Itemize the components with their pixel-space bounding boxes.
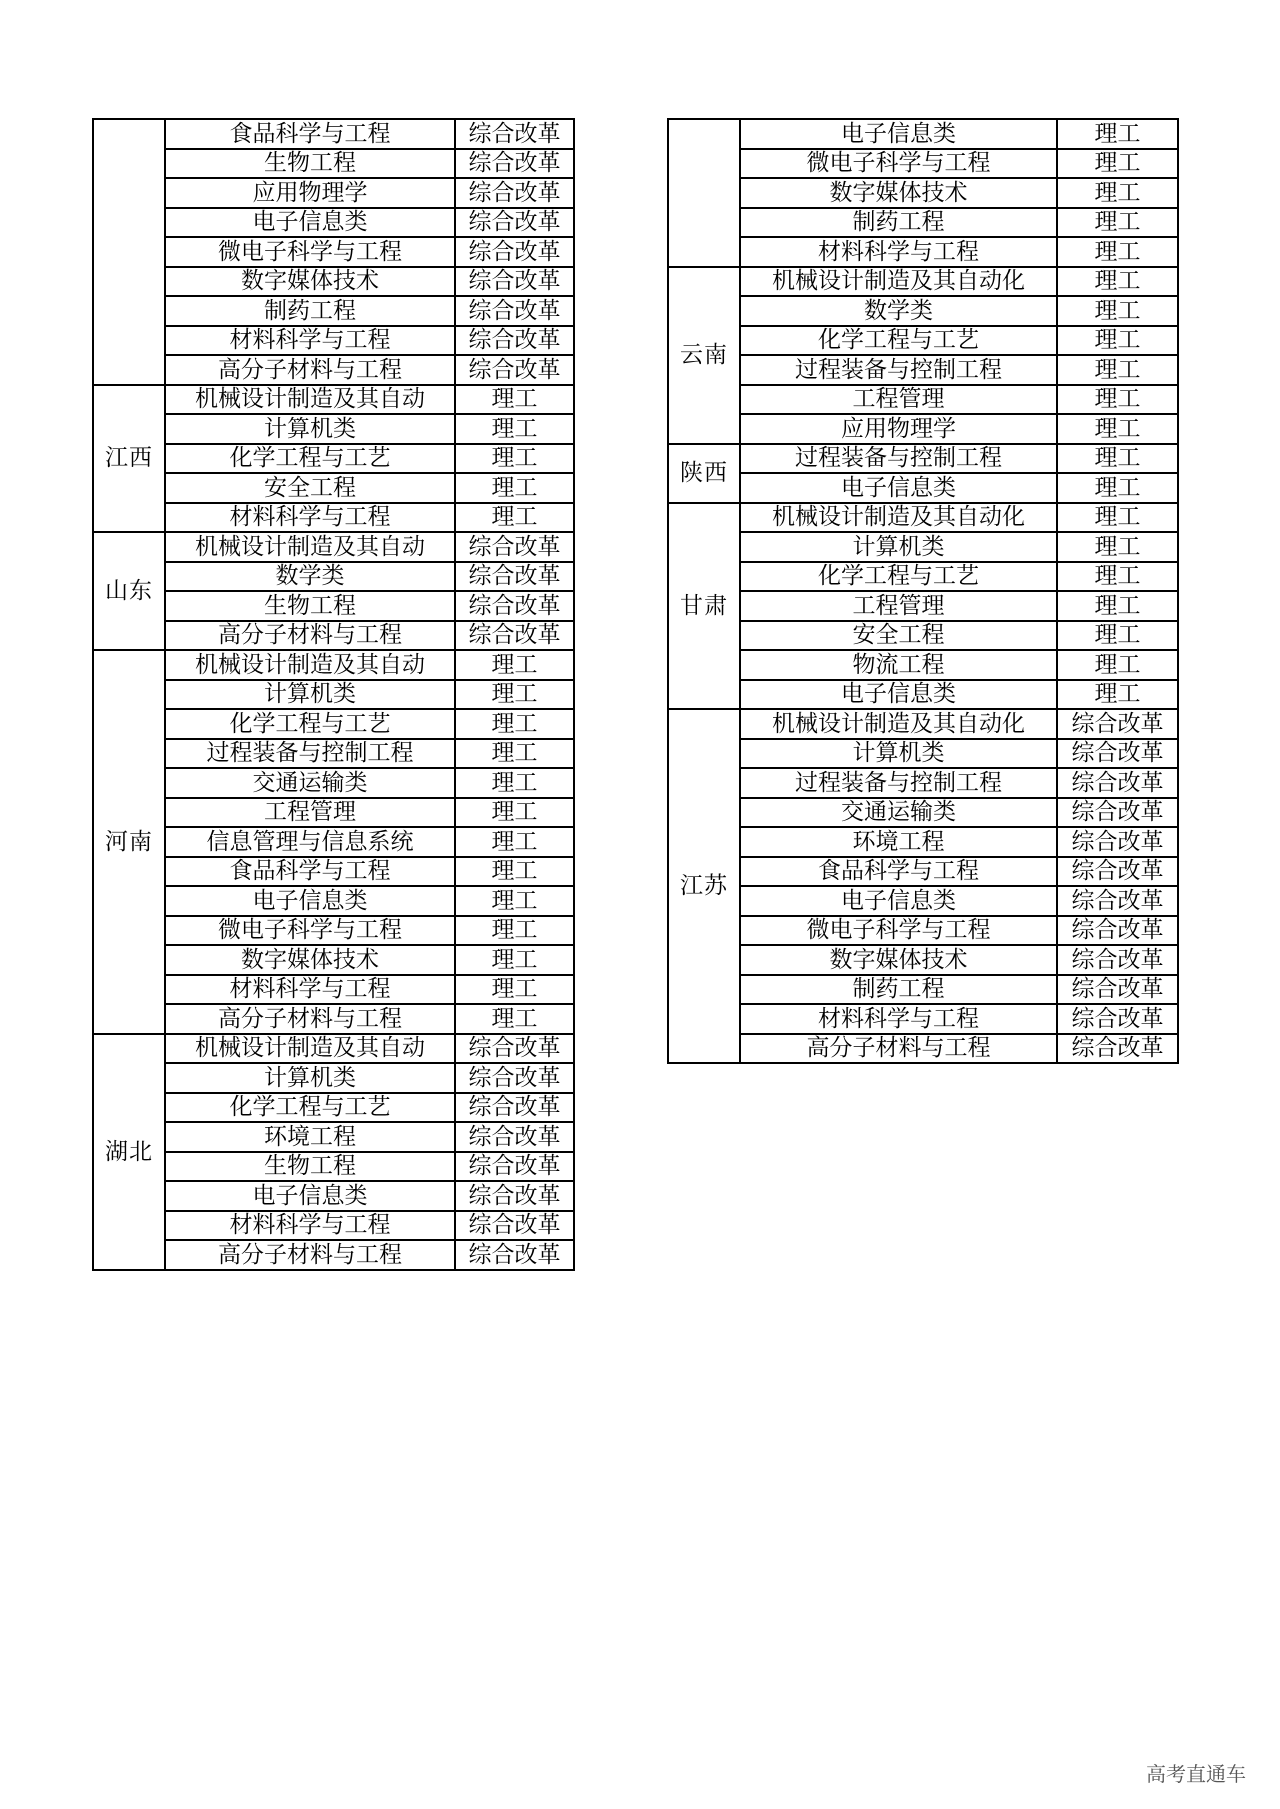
type-cell: 理工 — [1057, 326, 1178, 356]
major-cell: 机械设计制造及其自动 — [165, 532, 455, 562]
type-cell: 理工 — [1057, 650, 1178, 680]
type-cell: 理工 — [455, 739, 574, 769]
table-row — [93, 532, 574, 562]
type-cell: 理工 — [1057, 149, 1178, 179]
major-cell: 食品科学与工程 — [165, 119, 455, 149]
type-cell: 综合改革 — [455, 355, 574, 385]
table-row — [668, 857, 1178, 887]
province-cell — [93, 119, 165, 385]
province-cell: 甘肃 — [668, 503, 740, 710]
table-row — [668, 473, 1178, 503]
table-row — [668, 562, 1178, 592]
type-cell: 综合改革 — [1057, 768, 1178, 798]
major-cell: 数字媒体技术 — [740, 945, 1057, 975]
type-cell: 综合改革 — [1057, 798, 1178, 828]
type-cell: 理工 — [455, 444, 574, 474]
major-cell: 食品科学与工程 — [165, 857, 455, 887]
table-row — [93, 208, 574, 238]
table-row — [668, 1034, 1178, 1064]
type-cell: 综合改革 — [455, 1034, 574, 1064]
type-cell: 综合改革 — [455, 119, 574, 149]
major-cell: 电子信息类 — [165, 1181, 455, 1211]
major-cell: 微电子科学与工程 — [740, 916, 1057, 946]
major-cell: 物流工程 — [740, 650, 1057, 680]
major-cell: 高分子材料与工程 — [165, 355, 455, 385]
type-cell: 理工 — [1057, 562, 1178, 592]
type-cell: 理工 — [1057, 680, 1178, 710]
type-cell: 理工 — [1057, 178, 1178, 208]
province-cell: 湖北 — [93, 1034, 165, 1270]
major-cell: 化学工程与工艺 — [165, 709, 455, 739]
table-row — [668, 296, 1178, 326]
type-cell: 综合改革 — [455, 621, 574, 651]
major-cell: 交通运输类 — [165, 768, 455, 798]
type-cell: 综合改革 — [455, 178, 574, 208]
type-cell: 综合改革 — [1057, 1034, 1178, 1064]
table-row — [93, 119, 574, 149]
table-row — [93, 857, 574, 887]
major-cell: 工程管理 — [165, 798, 455, 828]
table-row — [93, 650, 574, 680]
type-cell: 综合改革 — [1057, 827, 1178, 857]
type-cell: 理工 — [455, 503, 574, 533]
table-row — [668, 119, 1178, 149]
major-cell: 数学类 — [740, 296, 1057, 326]
table-row — [668, 149, 1178, 179]
type-cell: 理工 — [1057, 355, 1178, 385]
major-cell: 机械设计制造及其自动 — [165, 650, 455, 680]
table-row — [93, 886, 574, 916]
type-cell: 理工 — [455, 768, 574, 798]
major-cell: 电子信息类 — [165, 886, 455, 916]
type-cell: 综合改革 — [455, 149, 574, 179]
major-cell: 材料科学与工程 — [165, 326, 455, 356]
type-cell: 理工 — [1057, 208, 1178, 238]
major-cell: 微电子科学与工程 — [165, 916, 455, 946]
type-cell: 综合改革 — [455, 326, 574, 356]
table-row — [668, 680, 1178, 710]
type-cell: 综合改革 — [455, 1240, 574, 1270]
province-cell — [668, 119, 740, 267]
major-cell: 高分子材料与工程 — [740, 1034, 1057, 1064]
major-cell: 应用物理学 — [165, 178, 455, 208]
table-row — [668, 827, 1178, 857]
major-cell: 高分子材料与工程 — [165, 621, 455, 651]
major-cell: 材料科学与工程 — [740, 1004, 1057, 1034]
type-cell: 综合改革 — [455, 591, 574, 621]
major-cell: 生物工程 — [165, 149, 455, 179]
major-cell: 安全工程 — [165, 473, 455, 503]
type-cell: 理工 — [455, 857, 574, 887]
table-row — [668, 621, 1178, 651]
left-major-table — [92, 118, 575, 1271]
table-row — [93, 178, 574, 208]
major-cell: 材料科学与工程 — [165, 975, 455, 1005]
type-cell: 综合改革 — [455, 267, 574, 297]
table-row — [93, 975, 574, 1005]
table-row — [93, 503, 574, 533]
table-row — [668, 237, 1178, 267]
table-row — [93, 1122, 574, 1152]
type-cell: 综合改革 — [455, 1211, 574, 1241]
table-row — [668, 208, 1178, 238]
table-row — [668, 1004, 1178, 1034]
type-cell: 理工 — [1057, 296, 1178, 326]
type-cell: 理工 — [1057, 119, 1178, 149]
type-cell: 理工 — [455, 916, 574, 946]
major-cell: 电子信息类 — [740, 680, 1057, 710]
type-cell: 综合改革 — [455, 532, 574, 562]
table-row — [668, 178, 1178, 208]
type-cell: 理工 — [1057, 621, 1178, 651]
province-cell: 江苏 — [668, 709, 740, 1063]
major-cell: 微电子科学与工程 — [165, 237, 455, 267]
major-cell: 电子信息类 — [740, 886, 1057, 916]
type-cell: 理工 — [455, 975, 574, 1005]
table-row — [93, 1152, 574, 1182]
major-cell: 化学工程与工艺 — [165, 1093, 455, 1123]
major-cell: 制药工程 — [165, 296, 455, 326]
right-major-table — [667, 118, 1179, 1064]
major-cell: 化学工程与工艺 — [165, 444, 455, 474]
major-cell: 制药工程 — [740, 208, 1057, 238]
major-cell: 制药工程 — [740, 975, 1057, 1005]
table-row — [668, 503, 1178, 533]
major-cell: 计算机类 — [740, 739, 1057, 769]
type-cell: 理工 — [1057, 444, 1178, 474]
table-row — [93, 1240, 574, 1270]
table-row — [668, 326, 1178, 356]
type-cell: 理工 — [1057, 385, 1178, 415]
type-cell: 综合改革 — [455, 1122, 574, 1152]
type-cell: 综合改革 — [455, 562, 574, 592]
table-row — [668, 768, 1178, 798]
major-cell: 微电子科学与工程 — [740, 149, 1057, 179]
table-row — [93, 267, 574, 297]
table-row — [93, 798, 574, 828]
type-cell: 综合改革 — [1057, 1004, 1178, 1034]
province-cell: 云南 — [668, 267, 740, 444]
table-row — [93, 385, 574, 415]
type-cell: 理工 — [1057, 591, 1178, 621]
type-cell: 理工 — [1057, 414, 1178, 444]
type-cell: 综合改革 — [455, 1181, 574, 1211]
type-cell: 理工 — [455, 798, 574, 828]
type-cell: 综合改革 — [455, 208, 574, 238]
major-cell: 材料科学与工程 — [165, 1211, 455, 1241]
major-cell: 应用物理学 — [740, 414, 1057, 444]
table-row — [93, 237, 574, 267]
major-cell: 高分子材料与工程 — [165, 1240, 455, 1270]
type-cell: 综合改革 — [455, 1063, 574, 1093]
table-row — [668, 709, 1178, 739]
type-cell: 综合改革 — [1057, 857, 1178, 887]
major-cell: 过程装备与控制工程 — [165, 739, 455, 769]
table-row — [93, 355, 574, 385]
major-cell: 生物工程 — [165, 1152, 455, 1182]
type-cell: 综合改革 — [455, 296, 574, 326]
type-cell: 理工 — [455, 473, 574, 503]
table-row — [668, 355, 1178, 385]
table-row — [93, 562, 574, 592]
table-row — [668, 798, 1178, 828]
major-cell: 材料科学与工程 — [740, 237, 1057, 267]
major-cell: 生物工程 — [165, 591, 455, 621]
major-cell: 环境工程 — [165, 1122, 455, 1152]
major-cell: 化学工程与工艺 — [740, 326, 1057, 356]
major-cell: 信息管理与信息系统 — [165, 827, 455, 857]
major-cell: 机械设计制造及其自动化 — [740, 709, 1057, 739]
type-cell: 综合改革 — [1057, 739, 1178, 769]
type-cell: 理工 — [455, 945, 574, 975]
province-cell: 江西 — [93, 385, 165, 533]
major-cell: 数字媒体技术 — [165, 945, 455, 975]
type-cell: 理工 — [455, 1004, 574, 1034]
type-cell: 理工 — [1057, 237, 1178, 267]
type-cell: 综合改革 — [1057, 916, 1178, 946]
table-row — [93, 149, 574, 179]
table-row — [93, 444, 574, 474]
table-row — [93, 326, 574, 356]
table-row — [668, 975, 1178, 1005]
table-row — [668, 886, 1178, 916]
table-row — [668, 414, 1178, 444]
table-row — [93, 296, 574, 326]
type-cell: 综合改革 — [1057, 975, 1178, 1005]
table-row — [668, 650, 1178, 680]
major-cell: 计算机类 — [740, 532, 1057, 562]
table-row — [93, 591, 574, 621]
major-cell: 过程装备与控制工程 — [740, 444, 1057, 474]
major-cell: 机械设计制造及其自动 — [165, 385, 455, 415]
major-cell: 计算机类 — [165, 1063, 455, 1093]
major-cell: 工程管理 — [740, 591, 1057, 621]
major-cell: 材料科学与工程 — [165, 503, 455, 533]
type-cell: 理工 — [1057, 503, 1178, 533]
table-row — [668, 267, 1178, 297]
table-row — [93, 1093, 574, 1123]
type-cell: 综合改革 — [1057, 945, 1178, 975]
major-cell: 机械设计制造及其自动化 — [740, 503, 1057, 533]
type-cell: 理工 — [1057, 473, 1178, 503]
province-cell: 陕西 — [668, 444, 740, 503]
table-row — [93, 945, 574, 975]
table-row — [93, 1004, 574, 1034]
type-cell: 理工 — [1057, 532, 1178, 562]
table-row — [93, 916, 574, 946]
type-cell: 理工 — [455, 680, 574, 710]
type-cell: 综合改革 — [455, 1152, 574, 1182]
major-cell: 电子信息类 — [740, 119, 1057, 149]
major-cell: 交通运输类 — [740, 798, 1057, 828]
type-cell: 综合改革 — [1057, 886, 1178, 916]
table-row — [93, 1034, 574, 1064]
major-cell: 数字媒体技术 — [740, 178, 1057, 208]
major-cell: 机械设计制造及其自动 — [165, 1034, 455, 1064]
table-row — [93, 827, 574, 857]
table-row — [668, 532, 1178, 562]
major-cell: 食品科学与工程 — [740, 857, 1057, 887]
table-row — [668, 916, 1178, 946]
table-row — [668, 591, 1178, 621]
table-row — [93, 414, 574, 444]
table-row — [93, 1181, 574, 1211]
major-cell: 数学类 — [165, 562, 455, 592]
major-cell: 环境工程 — [740, 827, 1057, 857]
type-cell: 理工 — [455, 385, 574, 415]
major-cell: 安全工程 — [740, 621, 1057, 651]
major-cell: 计算机类 — [165, 680, 455, 710]
table-row — [93, 473, 574, 503]
major-cell: 过程装备与控制工程 — [740, 355, 1057, 385]
type-cell: 理工 — [455, 886, 574, 916]
type-cell: 理工 — [455, 709, 574, 739]
table-row — [93, 768, 574, 798]
major-cell: 工程管理 — [740, 385, 1057, 415]
type-cell: 综合改革 — [455, 237, 574, 267]
major-cell: 计算机类 — [165, 414, 455, 444]
type-cell: 理工 — [455, 827, 574, 857]
province-cell: 山东 — [93, 532, 165, 650]
table-row — [668, 444, 1178, 474]
major-cell: 过程装备与控制工程 — [740, 768, 1057, 798]
type-cell: 理工 — [455, 414, 574, 444]
table-row — [93, 1211, 574, 1241]
table-row — [93, 739, 574, 769]
table-row — [93, 621, 574, 651]
type-cell: 理工 — [455, 650, 574, 680]
province-cell: 河南 — [93, 650, 165, 1034]
table-row — [668, 385, 1178, 415]
table-row — [93, 1063, 574, 1093]
table-row — [668, 945, 1178, 975]
table-row — [93, 709, 574, 739]
type-cell: 综合改革 — [455, 1093, 574, 1123]
type-cell: 综合改革 — [1057, 709, 1178, 739]
major-cell: 电子信息类 — [165, 208, 455, 238]
major-cell: 机械设计制造及其自动化 — [740, 267, 1057, 297]
major-cell: 数字媒体技术 — [165, 267, 455, 297]
watermark-text: 高考直通车 — [1146, 1762, 1246, 1786]
type-cell: 理工 — [1057, 267, 1178, 297]
table-row — [93, 680, 574, 710]
major-cell: 化学工程与工艺 — [740, 562, 1057, 592]
major-cell: 高分子材料与工程 — [165, 1004, 455, 1034]
major-cell: 电子信息类 — [740, 473, 1057, 503]
table-row — [668, 739, 1178, 769]
